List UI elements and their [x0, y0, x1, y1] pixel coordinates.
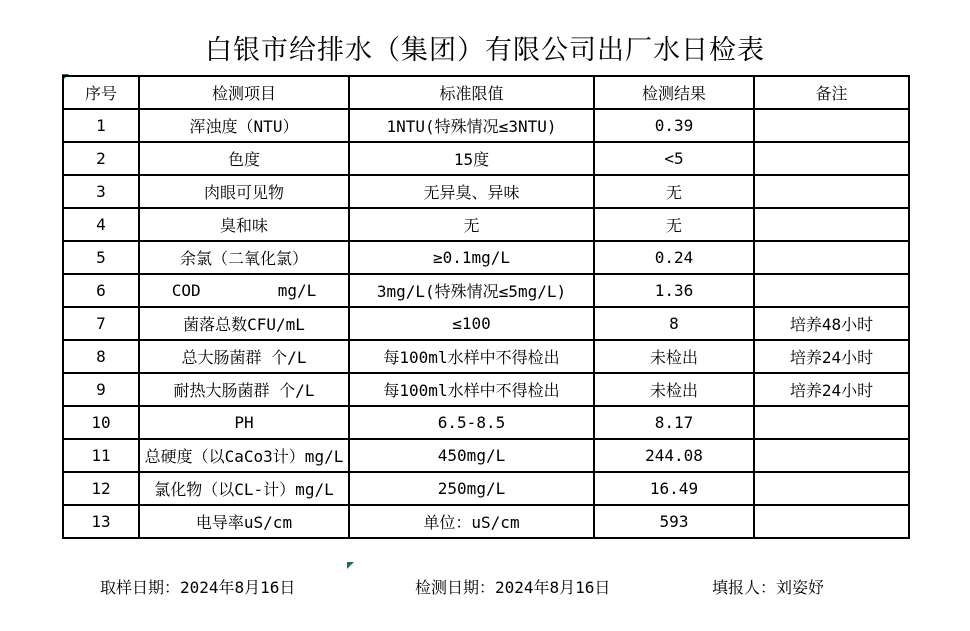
cell-result: 8.17	[594, 406, 754, 439]
cell-item: 总硬度（以CaCo3计）mg/L	[139, 439, 349, 472]
cell-serial: 7	[63, 307, 139, 340]
cell-serial: 13	[63, 505, 139, 538]
cell-serial: 12	[63, 472, 139, 505]
cell-remark	[754, 439, 909, 472]
cell-serial: 9	[63, 373, 139, 406]
excel-cell-marker-icon	[347, 562, 354, 569]
cell-limit: 3mg/L(特殊情况≤5mg/L)	[349, 274, 594, 307]
cell-result: 244.08	[594, 439, 754, 472]
cell-limit: 1NTU(特殊情况≤3NTU)	[349, 109, 594, 142]
cell-result: 593	[594, 505, 754, 538]
table-row	[63, 406, 909, 439]
footer	[0, 575, 970, 597]
cell-item: 电导率uS/cm	[139, 505, 349, 538]
page-title: 白银市给排水（集团）有限公司出厂水日检表	[205, 35, 765, 66]
cell-item: 肉眼可见物	[139, 175, 349, 208]
cell-serial: 4	[63, 208, 139, 241]
header-result: 检测结果	[594, 76, 754, 109]
cell-remark	[754, 208, 909, 241]
cell-limit: ≥0.1mg/L	[349, 241, 594, 274]
cell-remark: 培养48小时	[754, 307, 909, 340]
cell-result: 0.24	[594, 241, 754, 274]
test-date-label: 检测日期：2024年8月16日	[415, 578, 611, 597]
cell-serial: 10	[63, 406, 139, 439]
cell-remark	[754, 472, 909, 505]
cell-serial: 8	[63, 340, 139, 373]
cell-result: 无	[594, 175, 754, 208]
cell-item: 浑浊度（NTU）	[139, 109, 349, 142]
cell-remark	[754, 142, 909, 175]
table-row	[63, 175, 909, 208]
cell-result: 无	[594, 208, 754, 241]
cell-result: 未检出	[594, 340, 754, 373]
cell-serial: 6	[63, 274, 139, 307]
inspection-table	[62, 75, 910, 539]
cell-item: 总大肠菌群 个/L	[139, 340, 349, 373]
cell-remark: 培养24小时	[754, 373, 909, 406]
cell-item: 耐热大肠菌群 个/L	[139, 373, 349, 406]
header-item: 检测项目	[139, 76, 349, 109]
cell-serial: 1	[63, 109, 139, 142]
sampling-date-label: 取样日期：2024年8月16日	[100, 578, 296, 597]
header-row	[63, 76, 909, 109]
cell-limit: ≤100	[349, 307, 594, 340]
cell-limit: 250mg/L	[349, 472, 594, 505]
cell-limit: 6.5-8.5	[349, 406, 594, 439]
cell-item: COD mg/L	[139, 274, 349, 307]
table-row	[63, 472, 909, 505]
cell-remark	[754, 241, 909, 274]
cell-serial: 3	[63, 175, 139, 208]
cell-item: 臭和味	[139, 208, 349, 241]
cell-result: 未检出	[594, 373, 754, 406]
cell-result: 16.49	[594, 472, 754, 505]
cell-limit: 单位：uS/cm	[349, 505, 594, 538]
table-row	[63, 505, 909, 538]
cell-item: 余氯（二氧化氯）	[139, 241, 349, 274]
table-row	[63, 274, 909, 307]
reporter-label: 填报人：刘姿妤	[712, 578, 825, 597]
cell-result: <5	[594, 142, 754, 175]
cell-remark	[754, 109, 909, 142]
cell-limit: 15度	[349, 142, 594, 175]
cell-limit: 每100ml水样中不得检出	[349, 373, 594, 406]
cell-item: 菌落总数CFU/mL	[139, 307, 349, 340]
cell-limit: 无	[349, 208, 594, 241]
table-row	[63, 208, 909, 241]
header-limit: 标准限值	[349, 76, 594, 109]
cell-item: 氯化物（以CL-计）mg/L	[139, 472, 349, 505]
table-row	[63, 307, 909, 340]
table-row	[63, 373, 909, 406]
cell-limit: 每100ml水样中不得检出	[349, 340, 594, 373]
header-serial: 序号	[63, 76, 139, 109]
cell-remark	[754, 505, 909, 538]
table-row	[63, 340, 909, 373]
cell-remark	[754, 274, 909, 307]
cell-limit: 450mg/L	[349, 439, 594, 472]
cell-remark	[754, 175, 909, 208]
cell-limit: 无异臭、异味	[349, 175, 594, 208]
cell-serial: 5	[63, 241, 139, 274]
table-row	[63, 439, 909, 472]
table-row	[63, 142, 909, 175]
cell-remark	[754, 406, 909, 439]
table-row	[63, 241, 909, 274]
cell-result: 0.39	[594, 109, 754, 142]
cell-result: 1.36	[594, 274, 754, 307]
cell-item: PH	[139, 406, 349, 439]
cell-result: 8	[594, 307, 754, 340]
cell-serial: 11	[63, 439, 139, 472]
header-remark: 备注	[754, 76, 909, 109]
cell-item: 色度	[139, 142, 349, 175]
cell-serial: 2	[63, 142, 139, 175]
table-row	[63, 109, 909, 142]
cell-remark: 培养24小时	[754, 340, 909, 373]
